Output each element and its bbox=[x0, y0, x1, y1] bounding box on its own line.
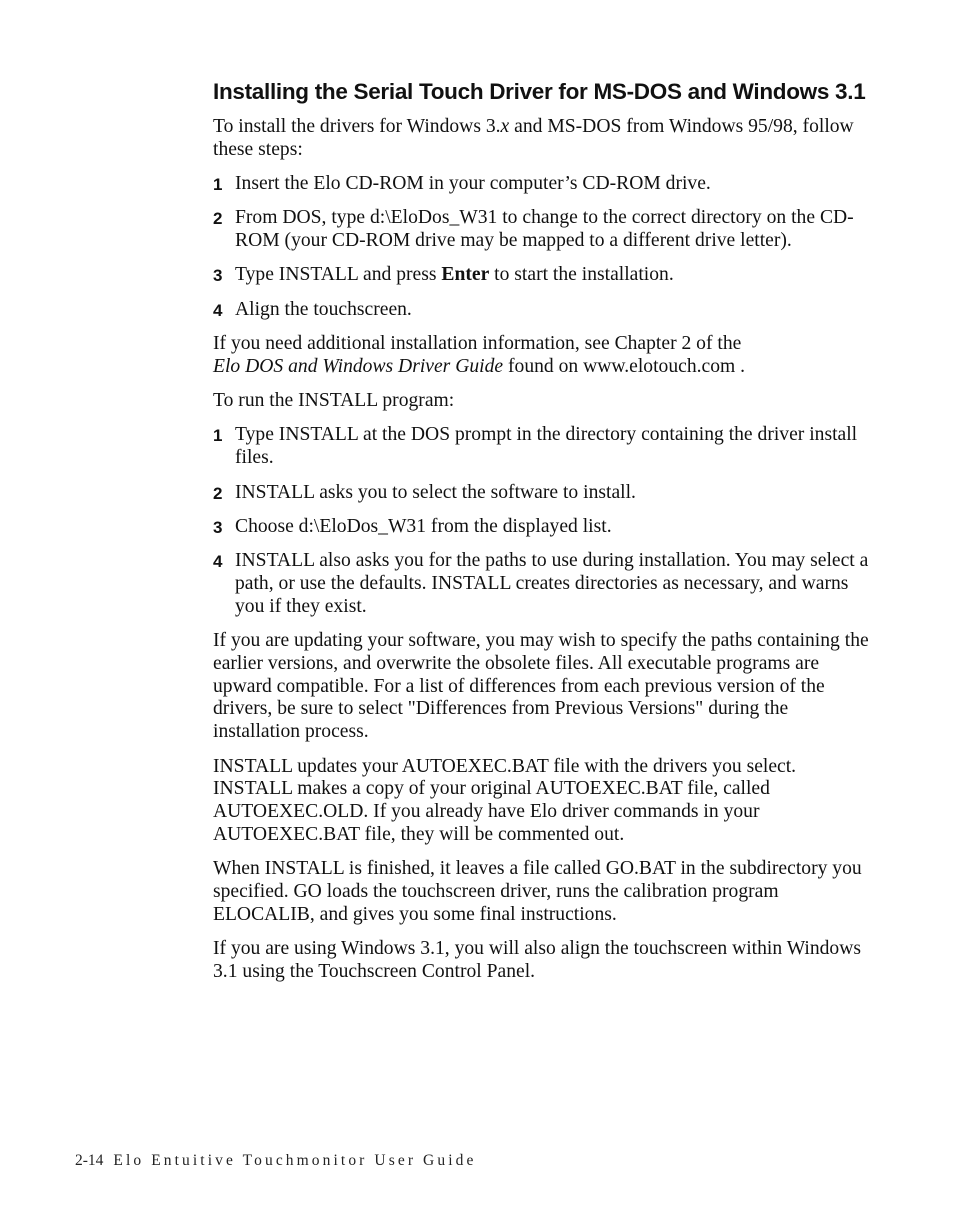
list-item bbox=[213, 424, 878, 470]
step-text-before: Type INSTALL and press bbox=[235, 264, 442, 286]
guide-title: Elo Entuitive Touchmonitor User Guide bbox=[113, 1152, 477, 1169]
page-content bbox=[213, 78, 878, 995]
list-item bbox=[213, 173, 878, 196]
list-item bbox=[213, 516, 878, 539]
list-item bbox=[213, 207, 878, 253]
step-text: Type INSTALL at the DOS prompt in the directory containing the driver install files. bbox=[235, 424, 858, 469]
step-text-after: to start the installation. bbox=[489, 264, 674, 286]
autoexec-paragraph: INSTALL updates your AUTOEXEC.BAT file with the drivers you select. INSTALL makes a copy of your original AUTOEXEC.BAT file, called AUTOEXEC.OLD. If you already have Elo driver commands in your AUTOEXEC.BAT file, they will be commented out. bbox=[213, 755, 797, 845]
driver-guide-title: Elo DOS and Windows Driver Guide bbox=[213, 355, 504, 377]
step-number: 3 bbox=[213, 517, 223, 537]
enter-key-label: Enter bbox=[441, 264, 490, 286]
run-steps-list bbox=[213, 424, 878, 618]
intro-paragraph bbox=[213, 116, 878, 162]
step-text: Align the touchscreen. bbox=[235, 298, 412, 320]
windows-align-paragraph: If you are using Windows 3.1, you will also align the touchscreen within Windows 3.1 using the Touchscreen Control Panel. bbox=[213, 938, 862, 982]
page-number: 2-14 bbox=[75, 1152, 104, 1169]
list-item bbox=[213, 264, 878, 287]
step-number: 2 bbox=[213, 209, 223, 229]
step-text: Insert the Elo CD-ROM in your computer’s CD-ROM drive. bbox=[235, 173, 711, 195]
run-intro-paragraph: To run the INSTALL program: bbox=[213, 390, 455, 412]
step-number: 2 bbox=[213, 483, 223, 503]
step-number: 1 bbox=[213, 175, 223, 195]
list-item bbox=[213, 550, 878, 618]
list-item bbox=[213, 299, 878, 322]
step-number: 4 bbox=[213, 552, 223, 572]
step-text: From DOS, type d:\EloDos_W31 to change to the correct directory on the CD-ROM (your CD-ROM drive may be mapped to a different drive letter). bbox=[235, 207, 854, 252]
section-heading: Installing the Serial Touch Driver for MS-DOS and Windows 3.1 bbox=[213, 79, 866, 104]
list-item bbox=[213, 482, 878, 505]
step-number: 4 bbox=[213, 300, 223, 320]
step-text: INSTALL asks you to select the software to install. bbox=[235, 481, 636, 503]
more-info-text: If you need additional installation information, see Chapter 2 of the bbox=[213, 333, 742, 355]
more-info-text-b: found on www.elotouch.com . bbox=[503, 355, 746, 377]
intro-text-a: To install the drivers for Windows 3. bbox=[213, 116, 501, 137]
step-number: 1 bbox=[213, 426, 223, 446]
step-number: 3 bbox=[213, 266, 223, 286]
more-info-paragraph bbox=[213, 333, 878, 379]
intro-text-c: and MS-DOS from Windows 95/98, follow these steps: bbox=[213, 116, 854, 160]
step-text: Choose d:\EloDos_W31 from the displayed list. bbox=[235, 515, 612, 537]
go-bat-paragraph: When INSTALL is finished, it leaves a file called GO.BAT in the subdirectory you specified. GO loads the touchscreen driver, runs the calibration program ELOCALIB, and gives you some final instructions. bbox=[213, 858, 862, 925]
intro-text-italic: x bbox=[500, 116, 510, 137]
updating-paragraph: If you are updating your software, you may wish to specify the paths containing the earlier versions, and overwrite the obsolete files. All executable programs are upward compatible. For a list of differences from each previous version of the drivers, be sure to select "Differences from Previous Versions" during the installation process. bbox=[213, 630, 869, 743]
install-steps-list bbox=[213, 173, 878, 321]
page-footer bbox=[75, 1152, 476, 1170]
step-text: INSTALL also asks you for the paths to use during installation. You may select a path, or use the defaults. INSTALL creates directories as necessary, and warns you if they exist. bbox=[235, 550, 869, 617]
